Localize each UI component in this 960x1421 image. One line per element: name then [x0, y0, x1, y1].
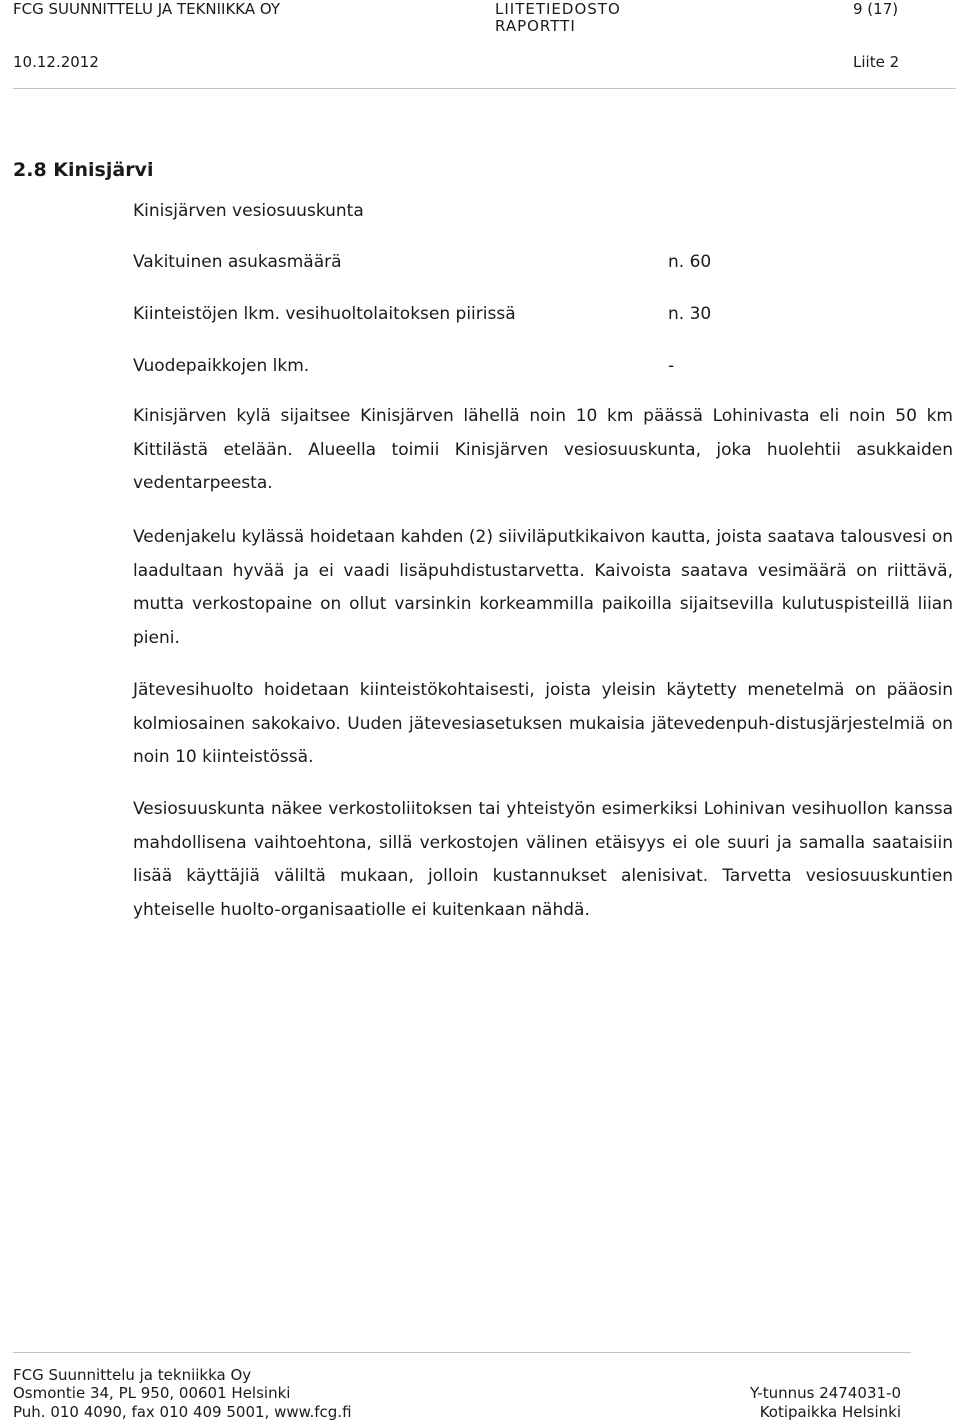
- footer-divider: [13, 1352, 911, 1353]
- fact-value-properties: n. 30: [668, 304, 712, 324]
- header-page-number: 9 (17): [853, 0, 899, 18]
- fact-label-beds: Vuodepaikkojen lkm.: [133, 356, 310, 376]
- section-heading: 2.8 Kinisjärvi: [13, 159, 154, 181]
- header-date: 10.12.2012: [13, 53, 99, 71]
- fact-value-beds: -: [668, 356, 675, 376]
- fact-label-residents: Vakituinen asukasmäärä: [133, 252, 342, 272]
- paragraph-water-supply: Vedenjakelu kylässä hoidetaan kahden (2) siiviläputkikaivon kautta, joista saatava talousvesi on laadultaan hyvää ja ei vaadi lisäpuhdistustarvetta. Kaivoista saatava vesimäärä on riittävä, mutta verkostopaine on ollut varsinkin korkeammilla paikoilla sijaitsevilla kulutuspisteillä liian pieni.: [133, 527, 953, 648]
- section-subheading: Kinisjärven vesiosuuskunta: [133, 201, 364, 221]
- header-divider: [13, 88, 956, 89]
- header-doc-type: LIITETIEDOSTO: [495, 0, 621, 18]
- footer-address: Osmontie 34, PL 950, 00601 Helsinki: [13, 1384, 291, 1402]
- header-company: FCG SUUNNITTELU JA TEKNIIKKA OY: [13, 0, 281, 18]
- fact-value-residents: n. 60: [668, 252, 712, 272]
- footer-business-id: Y-tunnus 2474031-0: [749, 1384, 901, 1402]
- footer-domicile: Kotipaikka Helsinki: [759, 1403, 901, 1421]
- paragraph-location: Kinisjärven kylä sijaitsee Kinisjärven lähellä noin 10 km päässä Lohinivasta eli noin 50 km Kittilästä etelään. Alueella toimii Kinisjärven vesiosuuskunta, joka huolehtii asukkaiden vedentarpeesta.: [133, 406, 953, 493]
- paragraph-cooperation: Vesiosuuskunta näkee verkostoliitoksen tai yhteistyön esimerkiksi Lohinivan vesihuollon kanssa mahdollisena vaihtoehtona, sillä verkostojen välinen etäisyys ei ole suuri ja samalla saataisiin lisää käyttäjiä väliltä mukaan, jolloin kustannukset alenisivat. Tarvetta vesiosuuskuntien yhteiselle huolto-organisaatiolle ei kuitenkaan nähdä.: [133, 799, 953, 920]
- footer-contact: Puh. 010 4090, fax 010 409 5001, www.fcg.fi: [13, 1403, 352, 1421]
- header-report: RAPORTTI: [495, 17, 576, 35]
- fact-label-properties: Kiinteistöjen lkm. vesihuoltolaitoksen piirissä: [133, 304, 516, 324]
- footer-company: FCG Suunnittelu ja tekniikka Oy: [13, 1366, 252, 1384]
- paragraph-wastewater: Jätevesihuolto hoidetaan kiinteistökohtaisesti, joista yleisin käytetty menetelmä on pääosin kolmiosainen sakokaivo. Uuden jätevesiasetuksen mukaisia jätevedenpuh-distusjärjestelmiä on noin 10 kiinteistössä.: [133, 680, 953, 767]
- header-appendix: Liite 2: [853, 53, 900, 71]
